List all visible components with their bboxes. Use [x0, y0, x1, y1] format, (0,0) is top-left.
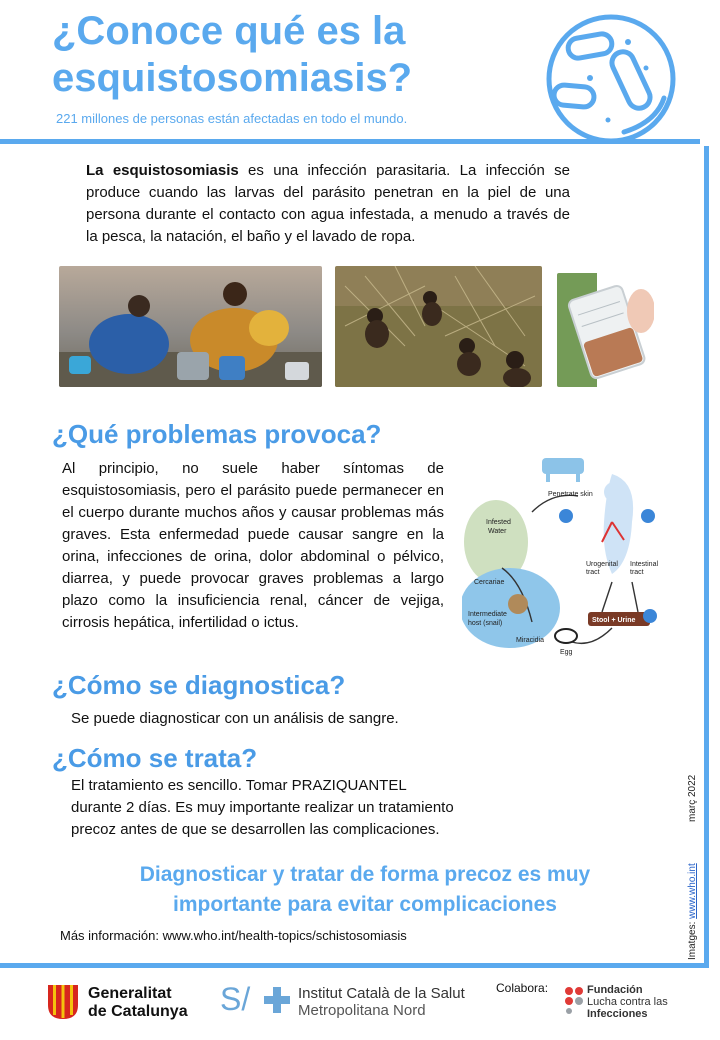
diagnosis-heading: ¿Cómo se diagnostica?: [52, 670, 346, 700]
bacteria-icon: [528, 12, 694, 146]
collab-label: Colabora:: [496, 981, 549, 995]
label-penetrate-skin: Penetrate skin: [548, 491, 593, 498]
label-egg: Egg: [560, 649, 573, 656]
callout-line-2: importante para evitar complicaciones: [173, 893, 557, 916]
intro-paragraph: [86, 160, 570, 248]
problems-heading: ¿Qué problemas provoca?: [52, 419, 382, 449]
fundacion-line-3: Infecciones: [587, 1008, 648, 1020]
generalitat-line-1: Generalitat: [88, 985, 172, 1002]
label-stool-urine: Stool + Urine: [592, 617, 636, 624]
intro-bold: La esquistosomiasis: [86, 162, 239, 179]
title-line-1: ¿Conoce qué es la: [52, 9, 406, 53]
health-cross-icon: [264, 987, 290, 1013]
label-intermediate-2: host (snail): [468, 620, 503, 627]
more-info: Más información: www.who.int/health-topics/schistosomiasis: [60, 928, 407, 943]
label-infested-1: Infested: [486, 519, 511, 526]
label-intestinal-2: tract: [630, 569, 644, 576]
images-link[interactable]: www.who.int: [687, 863, 698, 919]
treatment-paragraph: [71, 775, 454, 841]
ics-mark: S/: [220, 981, 251, 1017]
cattle-icon: [542, 458, 584, 482]
ics-line-1: Institut Català de la Salut: [298, 985, 465, 1002]
ics-text: [298, 985, 465, 1019]
images-label: Imatges:: [687, 921, 698, 960]
fundacion-logo: [564, 984, 704, 1024]
lifecycle-diagram: [462, 452, 662, 656]
fundacion-dots-icon: [564, 986, 584, 1014]
urine-sample-photo: [557, 273, 654, 387]
fundacion-text: [587, 984, 668, 1020]
treatment-heading: ¿Cómo se trata?: [52, 743, 258, 773]
label-intermediate-1: Intermediate: [468, 611, 507, 618]
generalitat-line-2: de Catalunya: [88, 1003, 188, 1020]
bottom-rule: [0, 963, 709, 968]
callout-line-1: Diagnosticar y tratar de forma precoz es muy: [139, 863, 591, 886]
treatment-line-1: El tratamiento es sencillo. Tomar PRAZIQUANTEL: [71, 777, 407, 794]
title-line-2: esquistosomiasis?: [52, 56, 413, 100]
page-title: [52, 8, 522, 102]
snail-icon: [508, 594, 528, 614]
header-rule: [0, 139, 700, 144]
label-urogenital-2: tract: [586, 569, 600, 576]
women-washing-photo: [59, 266, 322, 387]
fundacion-line-2: Lucha contra las: [587, 996, 668, 1008]
images-credit: [687, 863, 698, 960]
fundacion-line-1: Fundación: [587, 984, 643, 996]
generalitat-text: [88, 985, 188, 1021]
label-intestinal-1: Intestinal: [630, 561, 659, 568]
right-border: [704, 146, 709, 968]
egg-icon: [555, 629, 577, 643]
label-miracidia: Miracidia: [516, 637, 545, 644]
treatment-line-3: precoz antes de que se desarrollen las complicaciones.: [71, 821, 440, 838]
diagnosis-paragraph: Se puede diagnosticar con un análisis de sangre.: [71, 710, 399, 727]
label-cercariae: Cercariae: [474, 579, 505, 586]
label-urogenital-1: Urogenital: [586, 561, 618, 568]
intro-text: es una infección parasitaria. La infección se produce cuando las larvas del parásito penetran en la piel de una persona durante el contacto con agua infestada, a menudo a través de la pesca, la natación, el baño y el lavado de ropa.: [86, 162, 570, 245]
fishing-photo: [335, 266, 542, 387]
generalitat-logo: [48, 983, 218, 1023]
callout: [60, 860, 670, 920]
ics-line-2: Metropolitana Nord: [298, 1002, 426, 1019]
date-label: març 2022: [687, 774, 698, 822]
problems-paragraph: Al principio, no suele haber síntomas de esquistosomiasis, pero el parásito puede permanecer en el cuerpo durante muchos años y causar problemas más graves. Esta enfermedad puede causar sangre en la orina, infecciones de orina, dolor abdominal o pélvico, diarrea, y puede provocar graves problemas a largo plazo como la insuficiencia renal, cáncer de vejiga, cirrosis hepática, infertilidad o ictus.: [62, 460, 444, 631]
senyera-icon: [48, 985, 78, 1019]
ics-logo: [220, 983, 480, 1023]
label-infested-2: Water: [488, 528, 507, 535]
subtitle: 221 millones de personas están afectadas en todo el mundo.: [56, 111, 408, 126]
treatment-line-2: durante 2 días. Es muy importante realizar un tratamiento: [71, 799, 454, 816]
